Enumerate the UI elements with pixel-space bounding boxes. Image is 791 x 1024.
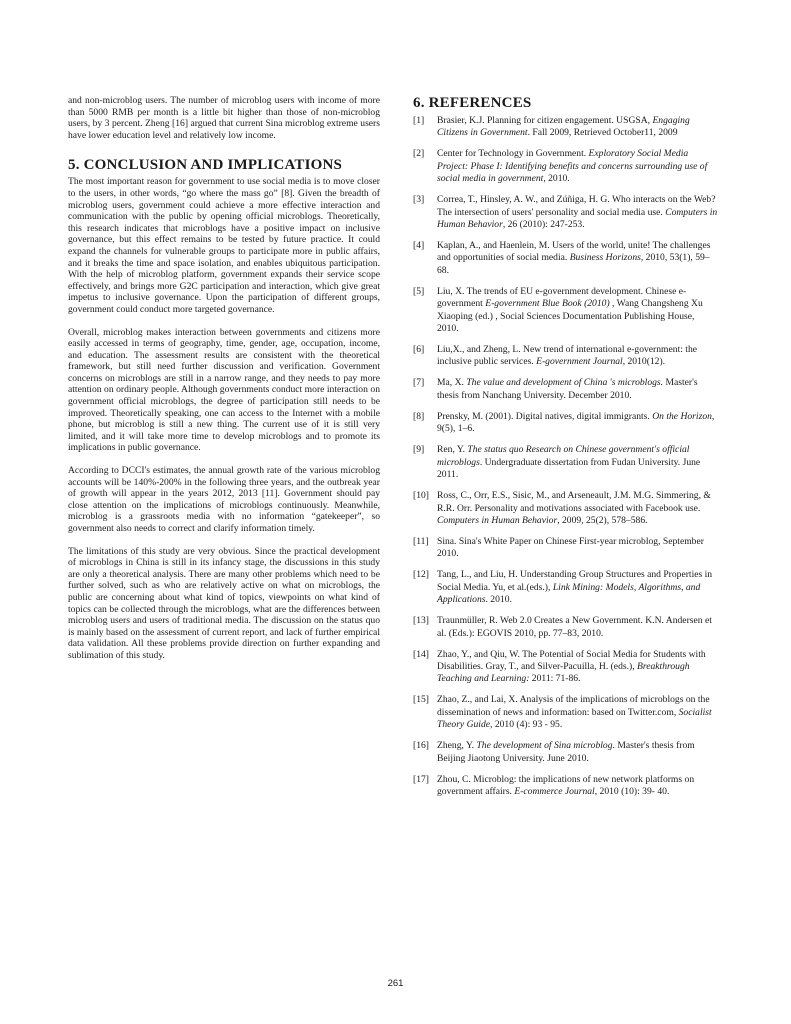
reference-item: [17] Zhou, C. Microblog: the implications of new network platforms on government affairs. E-commerce Journal, 2010 (10): 39- 40.: [413, 773, 695, 797]
reference-list: [413, 115, 718, 798]
reference-item: [9] Ren, Y. The status quo Research on Chinese government's official microblogs. Undergraduate dissertation from Fudan University. June 2011.: [413, 444, 701, 481]
section-heading-conclusion: 5. CONCLUSION AND IMPLICATIONS: [68, 157, 343, 174]
reference-item: [10] Ross, C., Orr, E.S., Sisic, M., and Arseneault, J.M. M.G. Simmering, & R.R. Orr. Personality and motivations associated with Facebook use. Computers in Human Behavior, 2009, 25(2), 578–586.: [413, 490, 711, 526]
reference-item: [14] Zhao, Y., and Qiu, W. The Potential of Social Media for Students with Disabilities. Gray, T., and Silver-Pacuilla, H. (eds.), Breakthrough Teaching and Learning: 2011: 71-86.: [413, 648, 706, 685]
reference-item: [4] Kaplan, A., and Haenlein, M. Users of the world, unite! The challenges and opportunities of social media. Business Horizons, 2010, 53(1), 59–68.: [413, 240, 711, 276]
reference-item: [1] Brasier, K.J. Planning for citizen engagement. USGSA, Engaging Citizens in Government. Fall 2009, Retrieved October11, 2009: [413, 115, 690, 139]
paragraph: The limitations of this study are very obvious. Since the practical development of microblogs in China is still in its infancy stage, the discussions in this study are only a theoretical analysis. There are many other problems which need to be further solved, such as who are relatively active on what on microblogs, the public are concerning about what kind of topics, viewpoints on what kind of topics can be collected through the microblogs, what are the differences between microblog users and users of traditional media. The discussion on the status quo is mainly based on the assessment of current report, and lack of further empirical data validation. All these problems provide direction on further expanding and sublimation of this study.: [68, 545, 380, 661]
paragraph: According to DCCI's estimates, the annual growth rate of the various microblog accounts will be 140%-200% in the following three years, and the outbreak year of growth will appear in the years 2012, 2013 [11]. Government should pay close attention on the implications of microblogs continuously. Meanwhile, microblog is a grassroots media with no information “gatekeeper”, so government also needs to correct and clarify information timely.: [68, 465, 380, 534]
reference-item: [16] Zheng, Y. The development of Sina microblog. Master's thesis from Beijing Jiaotong University. June 2010.: [413, 740, 695, 764]
reference-item: [8] Prensky, M. (2001). Digital natives, digital immigrants. On the Horizon, 9(5), 1–6.: [413, 410, 715, 435]
section-heading-references: 6. REFERENCES: [413, 95, 532, 111]
reference-item: [13] Traunmüller, R. Web 2.0 Creates a New Government. K.N. Andersen et al. (Eds.): EGOVIS 2010, pp. 77–83, 2010.: [413, 615, 712, 639]
reference-item: [6] Liu,X., and Zheng, L. New trend of international e-government: the inclusive public services. E-government Journal, 2010(12).: [413, 344, 698, 368]
paragraph: Overall, microblog makes interaction between governments and citizens more easily accessed in terms of geography, time, gender, age, occupation, income, and education. The assessment results are consistent with the theoretical framework, but still need further discussion and verification. Government concerns on microblogs are still in a narrow range, and they needs to pay more attention on ordinary people. Although governments conduct more interaction on government official microblogs, the degree of participation still needs to be improved. Theoretically speaking, one can access to the Internet with a mobile phone, but microblog is still a new thing. The current use of it is still very limited, and it will take more time to develop microblogs and to promote its implications in public governance.: [68, 326, 380, 454]
reference-item: [12] Tang, L., and Liu, H. Understanding Group Structures and Properties in Social Media. Yu, et al.(eds.), Link Mining: Models, Algorithms, and Applications. 2010.: [413, 569, 713, 606]
reference-item: [15] Zhao, Z., and Lai, X. Analysis of the implications of microblogs on the dissemination of news and information: based on Twitter.com, Socialist Theory Guide, 2010 (4): 93 - 95.: [413, 694, 712, 731]
reference-item: [2] Center for Technology in Government. Exploratory Social Media Project: Phase I: Identifying benefits and concerns surrounding use of social media in government, 2010.: [413, 148, 708, 185]
page-number: 261: [387, 978, 404, 989]
left-column: [68, 95, 380, 662]
right-column: [413, 95, 718, 807]
reference-item: [5] Liu, X. The trends of EU e-government development. Chinese e-government E-government Blue Book (2010) , Wang Changsheng Xu Xiaoping (ed.) , Social Sciences Documentation Publishing House, 2010.: [413, 285, 703, 335]
reference-item: [3] Correa, T., Hinsley, A. W., and Zúñiga, H. G. Who interacts on the Web? The intersection of users' personality and social media use. Computers in Human Behavior, 26 (2010): 247-253.: [413, 194, 718, 231]
paragraph: The most important reason for government to use social media is to move closer to the users, in other words, “go where the mass go” [8]. Given the breadth of microblog users, government could achieve a more effective interaction and communication with the public by opening official microblogs. Theoretically, this research indicates that microblogs have a positive impact on inclusive governance, but this effect remains to be tested by future practice. It could expand the channels for vulnerable groups to participate more in public affairs, and it breaks the time and space isolation, and enables ubiquitous participation. With the help of microblog platform, government expands their service scope effectively, and brings more G2C participation and interaction, which give great impetus to inclusive governance. Upon the participation of different groups, government could conduct more targeted governance.: [68, 176, 380, 315]
reference-item: [7] Ma, X. The value and development of China 's microblogs. Master's thesis from Nanchang University. December 2010.: [413, 377, 698, 401]
paragraph: and non-microblog users. The number of microblog users with income of more than 5000 RMB per month is a little bit higher than those of non-microblog users, by 3 percent. Zheng [16] argued that current Sina microblog extreme users have lower education level and relatively low income.: [68, 95, 380, 141]
reference-item: [11] Sina. Sina's White Paper on Chinese First-year microblog, September 2010.: [413, 535, 704, 560]
